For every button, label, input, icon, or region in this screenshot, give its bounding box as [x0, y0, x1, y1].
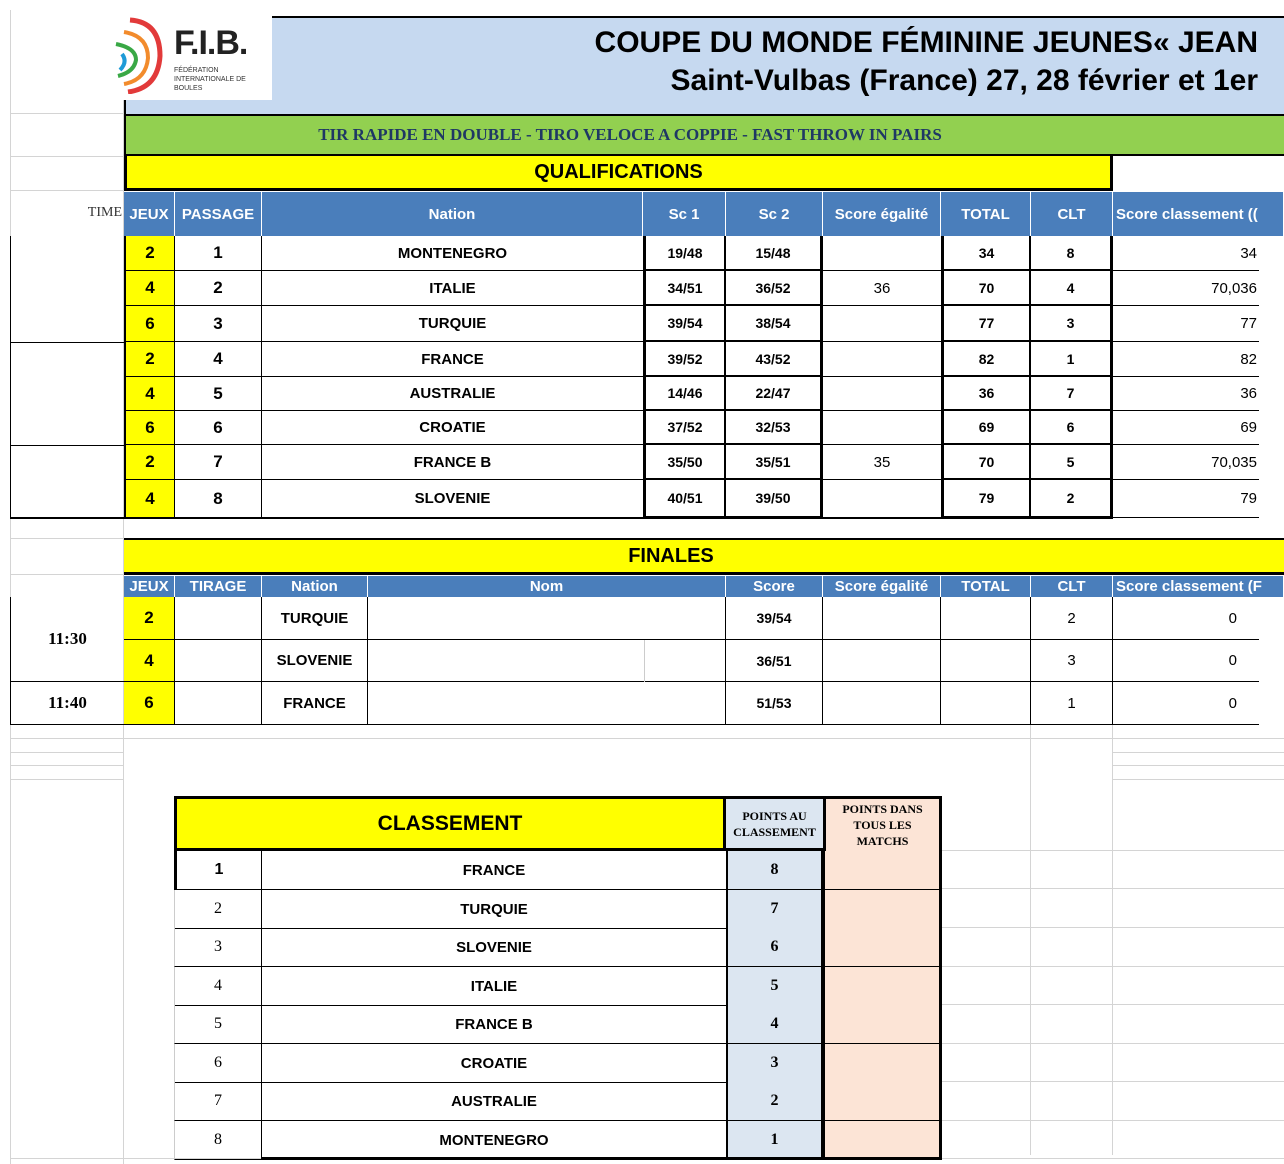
nation-cell: TURQUIE [262, 306, 643, 342]
rank-cell: 1 [174, 851, 262, 890]
classement-bottom-border [262, 1157, 942, 1160]
fin-col-nom: Nom [368, 576, 726, 597]
egalite-cell [823, 342, 941, 377]
sc2-cell: 15/48 [726, 236, 823, 271]
fin-nation-cell: SLOVENIE [262, 640, 368, 682]
col-nation: Nation [262, 192, 643, 236]
rank-matches-cell [823, 1121, 942, 1160]
fin-clt-cell: 3 [1031, 640, 1113, 682]
score-classement-cell: 69 [1113, 411, 1259, 445]
logo-subtitle: FÉDÉRATION INTERNATIONALE DE BOULES [174, 67, 246, 92]
total-cell: 77 [941, 306, 1031, 342]
passage-cell: 6 [175, 411, 262, 445]
total-cell: 79 [941, 480, 1031, 518]
jeux-cell: 4 [124, 271, 175, 306]
fin-col-score-classement: Score classement (F [1113, 576, 1284, 597]
jeux-cell: 4 [124, 377, 175, 411]
sc1-cell: 14/46 [643, 377, 726, 411]
clt-cell: 5 [1031, 445, 1113, 480]
nation-cell: AUSTRALIE [262, 377, 643, 411]
fib-logo [100, 10, 272, 100]
fin-jeux-cell: 2 [124, 597, 175, 640]
rank-points-cell: 1 [726, 1121, 823, 1160]
time-group-1 [10, 236, 124, 343]
jeux-cell: 2 [124, 236, 175, 271]
score-classement-cell: 70,035 [1113, 445, 1259, 480]
rank-matches-cell [823, 1044, 942, 1083]
passage-cell: 7 [175, 445, 262, 480]
fin-jeux-cell: 6 [124, 682, 175, 725]
jeux-cell: 4 [124, 480, 175, 518]
rank-points-cell: 2 [726, 1082, 823, 1121]
fin-clt-cell: 2 [1031, 597, 1113, 640]
rank-matches-cell [823, 1005, 942, 1044]
score-classement-cell: 82 [1113, 342, 1259, 377]
fin-nom-cell [368, 597, 726, 640]
passage-cell: 2 [175, 271, 262, 306]
fin-tirage-cell [175, 640, 262, 682]
fin-nom-cell [368, 640, 726, 682]
rank-points-cell: 5 [726, 967, 823, 1006]
rank-cell: 4 [174, 967, 262, 1006]
rank-points-cell: 6 [726, 928, 823, 967]
fin-col-score: Score [726, 576, 823, 597]
finales-time-1: 11:30 [10, 597, 124, 682]
rank-cell: 3 [174, 928, 262, 967]
fin-col-egalite: Score égalité [823, 576, 941, 597]
sc1-cell: 37/52 [643, 411, 726, 445]
sc2-cell: 35/51 [726, 445, 823, 480]
fin-classement-cell: 0 [1113, 682, 1259, 725]
fin-egalite-cell [823, 682, 941, 725]
rank-cell: 6 [174, 1044, 262, 1083]
rank-matches-cell [823, 1082, 942, 1121]
jeux-cell: 2 [124, 445, 175, 480]
finales-time-2: 11:40 [10, 682, 124, 725]
fin-score-cell: 51/53 [726, 682, 823, 725]
rank-cell: 7 [174, 1082, 262, 1121]
sc2-cell: 43/52 [726, 342, 823, 377]
fin-score-cell: 39/54 [726, 597, 823, 640]
col-egalite: Score égalité [823, 192, 941, 236]
time-group-3 [10, 445, 124, 519]
clt-cell: 2 [1031, 480, 1113, 518]
clt-cell: 1 [1031, 342, 1113, 377]
classement-title: CLASSEMENT [174, 796, 726, 851]
clt-cell: 4 [1031, 271, 1113, 306]
total-cell: 36 [941, 377, 1031, 411]
rank-nation-cell: MONTENEGRO [262, 1121, 726, 1160]
fin-classement-cell: 0 [1113, 640, 1259, 682]
rank-points-cell: 3 [726, 1044, 823, 1083]
col-jeux: JEUX [124, 192, 175, 236]
sc1-cell: 39/52 [643, 342, 726, 377]
nation-cell: FRANCE B [262, 445, 643, 480]
nom-divider [644, 640, 645, 682]
score-classement-cell: 70,036 [1113, 271, 1259, 306]
total-cell: 82 [941, 342, 1031, 377]
rank-matches-cell [823, 890, 942, 929]
sc2-cell: 38/54 [726, 306, 823, 342]
fin-nation-cell: TURQUIE [262, 597, 368, 640]
fin-total-cell [941, 682, 1031, 725]
sc1-cell: 34/51 [643, 271, 726, 306]
rank-cell: 8 [174, 1121, 262, 1160]
nation-cell: ITALIE [262, 271, 643, 306]
score-classement-cell: 36 [1113, 377, 1259, 411]
points-header: POINTS AU CLASSEMENT [726, 796, 823, 851]
fin-score-cell: 36/51 [726, 640, 823, 682]
fin-nation-cell: FRANCE [262, 682, 368, 725]
rank-nation-cell: FRANCE B [262, 1005, 726, 1044]
rank-nation-cell: CROATIE [262, 1044, 726, 1083]
rank-nation-cell: FRANCE [262, 851, 726, 890]
fin-egalite-cell [823, 597, 941, 640]
fin-egalite-cell [823, 640, 941, 682]
rank-points-cell: 7 [726, 890, 823, 929]
nation-cell: SLOVENIE [262, 480, 643, 518]
rank-points-cell: 4 [726, 1005, 823, 1044]
passage-cell: 4 [175, 342, 262, 377]
score-classement-cell: 79 [1113, 480, 1259, 518]
col-score-classement: Score classement (( [1113, 192, 1284, 236]
logo-brand: F.I.B. [174, 24, 248, 62]
egalite-cell: 35 [823, 445, 941, 480]
sc1-cell: 39/54 [643, 306, 726, 342]
rank-matches-cell [823, 928, 942, 967]
clt-cell: 3 [1031, 306, 1113, 342]
time-label: TIME [87, 205, 122, 220]
col-total: TOTAL [941, 192, 1031, 236]
fin-total-cell [941, 640, 1031, 682]
total-cell: 70 [941, 271, 1031, 306]
col-clt: CLT [1031, 192, 1113, 236]
col-passage: PASSAGE [175, 192, 262, 236]
finales-title: FINALES [124, 538, 1284, 575]
rank-nation-cell: ITALIE [262, 967, 726, 1006]
event-bar: TIR RAPIDE EN DOUBLE - TIRO VELOCE A COPPIE - FAST THROW IN PAIRS [124, 114, 1284, 156]
sc1-cell: 35/50 [643, 445, 726, 480]
total-cell: 34 [941, 236, 1031, 271]
sc2-cell: 22/47 [726, 377, 823, 411]
rank-points-cell: 8 [726, 851, 823, 890]
rank-nation-cell: AUSTRALIE [262, 1082, 726, 1121]
fin-col-nation: Nation [262, 576, 368, 597]
passage-cell: 8 [175, 480, 262, 518]
fin-tirage-cell [175, 597, 262, 640]
rank-cell: 2 [174, 890, 262, 929]
rank-nation-cell: SLOVENIE [262, 928, 726, 967]
sc2-cell: 32/53 [726, 411, 823, 445]
rank-cell: 5 [174, 1005, 262, 1044]
egalite-cell [823, 480, 941, 518]
passage-cell: 3 [175, 306, 262, 342]
fib-logo-icon [108, 14, 168, 94]
fin-tirage-cell [175, 682, 262, 725]
egalite-cell [823, 377, 941, 411]
fin-jeux-cell: 4 [124, 640, 175, 682]
time-group-2 [10, 342, 124, 446]
total-cell: 69 [941, 411, 1031, 445]
rank-matches-cell [823, 851, 942, 890]
title-line-2: Saint-Vulbas (France) 27, 28 février et 1er [670, 64, 1258, 97]
passage-cell: 1 [175, 236, 262, 271]
sc1-cell: 19/48 [643, 236, 726, 271]
rank-nation-cell: TURQUIE [262, 890, 726, 929]
jeux-cell: 6 [124, 306, 175, 342]
fin-col-jeux: JEUX [124, 576, 175, 597]
sc1-cell: 40/51 [643, 480, 726, 518]
nation-cell: FRANCE [262, 342, 643, 377]
col-sc1: Sc 1 [643, 192, 726, 236]
sc2-cell: 36/52 [726, 271, 823, 306]
fin-nom-cell [368, 682, 726, 725]
matches-header: POINTS DANS TOUS LES MATCHS [823, 796, 942, 851]
score-classement-cell: 77 [1113, 306, 1259, 342]
clt-cell: 7 [1031, 377, 1113, 411]
egalite-cell [823, 236, 941, 271]
egalite-cell [823, 306, 941, 342]
fin-classement-cell: 0 [1113, 597, 1259, 640]
qualifications-title: QUALIFICATIONS [124, 156, 1113, 191]
clt-cell: 6 [1031, 411, 1113, 445]
fin-total-cell [941, 597, 1031, 640]
qualifications-bottom-border [10, 517, 1113, 519]
rank-matches-cell [823, 967, 942, 1006]
jeux-cell: 6 [124, 411, 175, 445]
fin-col-clt: CLT [1031, 576, 1113, 597]
passage-cell: 5 [175, 377, 262, 411]
nation-cell: MONTENEGRO [262, 236, 643, 271]
clt-cell: 8 [1031, 236, 1113, 271]
egalite-cell [823, 411, 941, 445]
jeux-cell: 2 [124, 342, 175, 377]
col-sc2: Sc 2 [726, 192, 823, 236]
egalite-cell: 36 [823, 271, 941, 306]
total-cell: 70 [941, 445, 1031, 480]
nation-cell: CROATIE [262, 411, 643, 445]
score-classement-cell: 34 [1113, 236, 1259, 271]
sc2-cell: 39/50 [726, 480, 823, 518]
fin-clt-cell: 1 [1031, 682, 1113, 725]
title-line-1: COUPE DU MONDE FÉMININE JEUNES« JEAN [594, 26, 1258, 59]
fin-col-total: TOTAL [941, 576, 1031, 597]
fin-col-tirage: TIRAGE [175, 576, 262, 597]
